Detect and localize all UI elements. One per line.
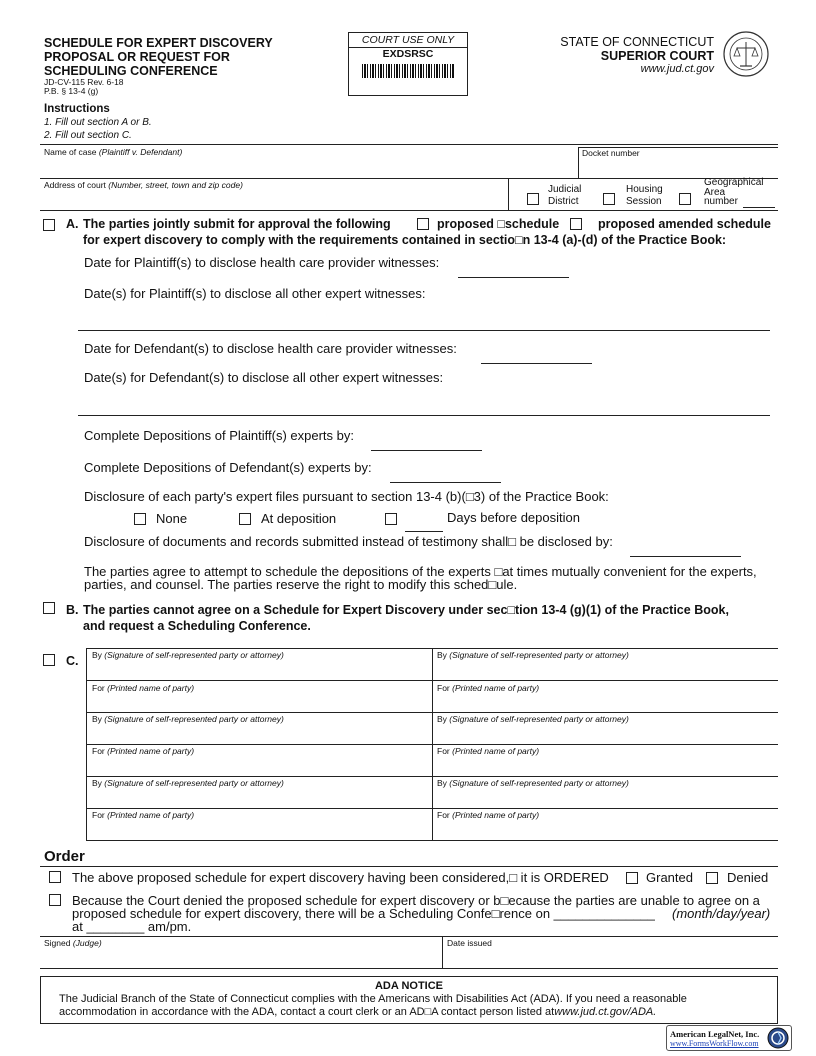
signature-by-2-left[interactable]: By (Signature of self-represented party or attorney) <box>92 714 284 724</box>
section-b-letter: B. <box>66 603 79 617</box>
section-c-letter: C. <box>66 654 79 668</box>
form-number: JD-CV-115 Rev. 6-18 <box>44 77 124 87</box>
order-title: Order <box>44 848 85 865</box>
plaintiff-depositions-question: Complete Depositions of Plaintiff(s) experts by: <box>84 428 354 443</box>
ada-title: ADA NOTICE <box>374 980 444 992</box>
title-line-2: PROPOSAL OR REQUEST FOR <box>44 50 230 64</box>
section-a-checkbox[interactable] <box>43 219 55 231</box>
signature-by-3-left[interactable]: By (Signature of self-represented party or attorney) <box>92 778 284 788</box>
defendant-depositions-question: Complete Depositions of Defendant(s) experts by: <box>84 460 372 475</box>
plaintiff-hcp-question: Date for Plaintiff(s) to disclose health care provider witnesses: <box>84 255 440 270</box>
none-label: None <box>156 511 188 526</box>
section-a-line-2: for expert discovery to comply with the requirements contained in sectio□n 13-4 (a)-(d) of the Practice Book: <box>83 233 727 247</box>
ada-line-2: accommodation in accordance with the ADA, contact a court clerk or an AD□A contact person listed atwww.jud.ct.gov/ADA. <box>59 1006 657 1018</box>
plaintiff-other-question: Date(s) for Plaintiff(s) to disclose all other expert witnesses: <box>84 286 426 301</box>
printed-for-3-left[interactable]: For (Printed name of party) <box>92 810 195 820</box>
court-address-label: Address of court (Number, street, town and zip code) <box>44 180 243 190</box>
signature-by-1-left[interactable]: By (Signature of self-represented party or attorney) <box>92 650 284 660</box>
court-website: www.jud.ct.gov <box>640 63 714 75</box>
defendant-other-field[interactable] <box>78 415 770 416</box>
form-title <box>44 36 273 78</box>
denied-checkbox[interactable] <box>706 872 718 884</box>
defendant-other-question: Date(s) for Defendant(s) to disclose all other expert witnesses: <box>84 370 444 385</box>
state-seal-icon <box>722 30 770 78</box>
section-b-line-1: The parties cannot agree on a Schedule for Expert Discovery under sec□tion 13-4 (g)(1) of the Practice Book, <box>83 603 729 617</box>
legalnet-logo-icon <box>767 1027 789 1049</box>
housing-session-label: Housing Session <box>626 184 663 207</box>
ga-number-field[interactable] <box>743 207 775 208</box>
days-before-checkbox[interactable] <box>385 513 397 525</box>
instruction-2: 2. Fill out section C. <box>44 130 132 141</box>
printed-for-3-right[interactable]: For (Printed name of party) <box>437 810 540 820</box>
judicial-district-label: Judicial District <box>548 184 582 207</box>
defendant-hcp-question: Date for Defendant(s) to disclose health care provider witnesses: <box>84 341 457 356</box>
printed-for-2-right[interactable]: For (Printed name of party) <box>437 746 540 756</box>
instruction-1: 1. Fill out section A or B. <box>44 117 152 128</box>
court-name: SUPERIOR COURT <box>600 49 714 63</box>
at-deposition-checkbox[interactable] <box>239 513 251 525</box>
section-b-line-2: and request a Scheduling Conference. <box>83 619 311 633</box>
section-a-letter: A. <box>66 217 79 231</box>
geographical-area-checkbox[interactable] <box>679 193 691 205</box>
amended-schedule-label: proposed amended schedule <box>598 217 771 231</box>
housing-session-checkbox[interactable] <box>603 193 615 205</box>
proposed-schedule-label: proposed □schedule <box>437 217 560 231</box>
days-before-label: Days before deposition <box>447 510 580 525</box>
granted-checkbox[interactable] <box>626 872 638 884</box>
case-name-label: Name of case (Plaintiff v. Defendant) <box>44 147 183 157</box>
ada-link[interactable]: www.jud.ct.gov/ADA. <box>554 1006 657 1018</box>
agree-line-2: parties, and counsel. The parties reserve the right to modify this sched□ule. <box>84 577 518 592</box>
printed-for-2-left[interactable]: For (Printed name of party) <box>92 746 195 756</box>
section-b-checkbox[interactable] <box>43 602 55 614</box>
conference-checkbox[interactable] <box>49 894 61 906</box>
signature-by-2-right[interactable]: By (Signature of self-represented party or attorney) <box>437 714 629 724</box>
section-c-checkbox[interactable] <box>43 654 55 666</box>
signature-by-3-right[interactable]: By (Signature of self-represented party or attorney) <box>437 778 629 788</box>
plaintiff-depositions-field[interactable] <box>371 450 482 451</box>
state-name: STATE OF CONNECTICUT <box>560 35 714 49</box>
ada-line-1: The Judicial Branch of the State of Connecticut complies with the Americans with Disabilities Act (ADA). If you need a reasonable <box>59 993 687 1005</box>
denied-label: Denied <box>727 870 769 885</box>
amended-schedule-checkbox[interactable] <box>570 218 582 230</box>
granted-label: Granted <box>646 870 693 885</box>
order-line-2c: at ________ am/pm. <box>72 919 192 934</box>
documents-date-field[interactable] <box>630 556 741 557</box>
title-line-1: SCHEDULE FOR EXPERT DISCOVERY <box>44 36 273 50</box>
docket-number-label: Docket number <box>582 148 640 158</box>
court-use-label: COURT USE ONLY <box>349 33 467 48</box>
conference-date-hint: (month/day/year) <box>672 906 771 921</box>
defendant-hcp-date-field[interactable] <box>481 363 592 364</box>
barcode <box>362 64 454 78</box>
court-use-box <box>348 32 468 96</box>
court-code: EXDSRSC <box>382 48 434 60</box>
judge-signature-field[interactable]: Signed (Judge) <box>44 938 102 948</box>
proposed-schedule-checkbox[interactable] <box>417 218 429 230</box>
agree-line-1: The parties agree to attempt to schedule the depositions of the experts □at times mutually convenient for the experts, <box>84 564 757 579</box>
expert-files-question: Disclosure of each party's expert files pursuant to section 13-4 (b)(□3) of the Practice Book: <box>84 489 609 504</box>
order-line-2a: Because the Court denied the proposed schedule for expert discovery or b□ecause the parties are unable to agree on a <box>72 893 760 908</box>
printed-for-1-right[interactable]: For (Printed name of party) <box>437 683 540 693</box>
none-checkbox[interactable] <box>134 513 146 525</box>
title-line-3: SCHEDULING CONFERENCE <box>44 64 218 78</box>
defendant-depositions-field[interactable] <box>390 482 501 483</box>
date-issued-field[interactable]: Date issued <box>447 938 492 948</box>
section-a-line-1: The parties jointly submit for approval the following <box>83 217 391 231</box>
geographical-area-label: Geographical Area number <box>704 177 764 207</box>
plaintiff-other-field[interactable] <box>78 330 770 331</box>
legalnet-brand: American LegalNet, Inc. <box>670 1029 760 1039</box>
plaintiff-hcp-date-field[interactable] <box>458 277 569 278</box>
instructions-title: Instructions <box>44 103 110 115</box>
order-considered-checkbox[interactable] <box>49 871 61 883</box>
judicial-district-checkbox[interactable] <box>527 193 539 205</box>
printed-for-1-left[interactable]: For (Printed name of party) <box>92 683 195 693</box>
legalnet-badge <box>666 1025 792 1051</box>
practice-book-ref: P.B. § 13-4 (g) <box>44 86 99 96</box>
days-before-field[interactable] <box>405 531 443 532</box>
legalnet-url[interactable]: www.FormsWorkFlow.com <box>670 1039 759 1048</box>
order-line-1: The above proposed schedule for expert discovery having been considered,□ it is ORDERED <box>72 870 609 885</box>
order-line-2b: proposed schedule for expert discovery, there will be a Scheduling Confe□rence on ______________ <box>72 906 655 921</box>
at-deposition-label: At deposition <box>261 511 337 526</box>
documents-question: Disclosure of documents and records submitted instead of testimony shall□ be disclosed by: <box>84 534 613 549</box>
signature-by-1-right[interactable]: By (Signature of self-represented party or attorney) <box>437 650 629 660</box>
